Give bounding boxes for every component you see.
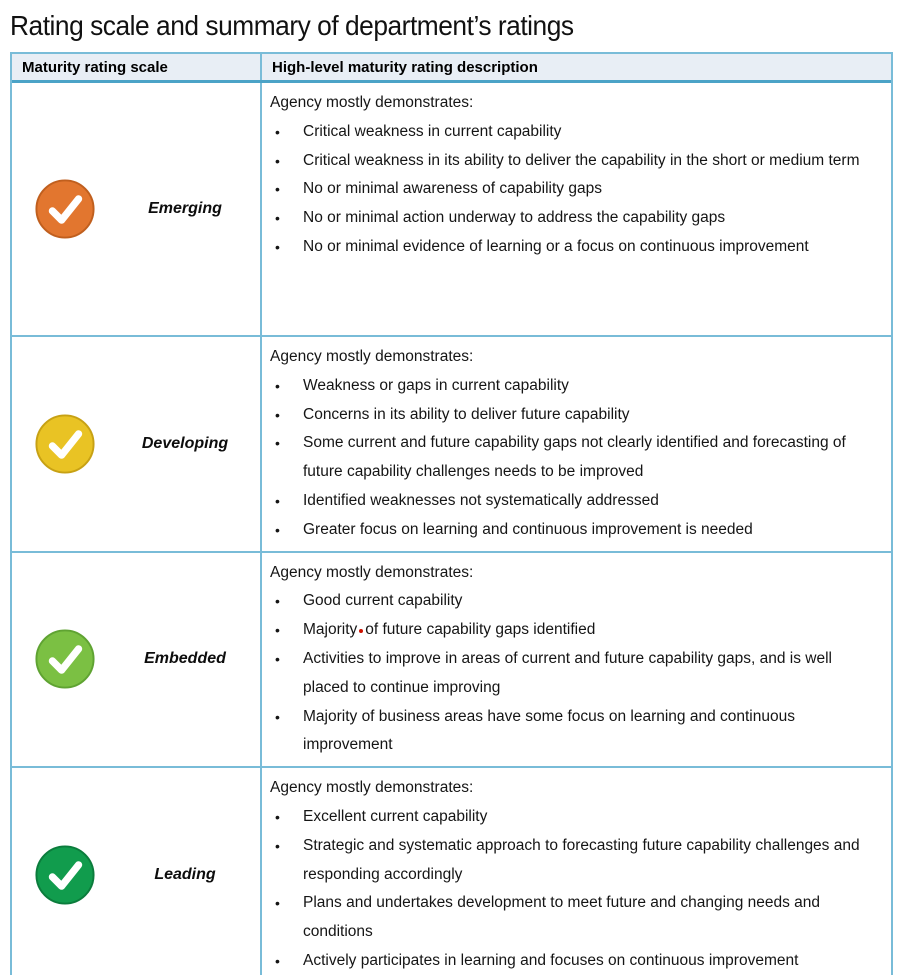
bullet-item: • Excellent current capability (270, 803, 881, 832)
description-intro: Agency mostly demonstrates: (270, 563, 474, 581)
description-cell (262, 553, 891, 767)
bullet-glyph: • (275, 593, 280, 610)
check-circle-icon (34, 844, 96, 906)
table-row (12, 83, 891, 337)
table-row (12, 768, 891, 975)
bullet-glyph: • (275, 238, 280, 255)
bullet-glyph: • (275, 952, 280, 969)
rating-cell (12, 553, 262, 767)
bullet-item: • No or minimal evidence of learning or a focus on continuous improvement (270, 233, 881, 262)
bullet-glyph: • (275, 895, 280, 912)
rating-cell (12, 768, 262, 975)
bullet-glyph: • (275, 492, 280, 509)
bullet-item: • Critical weakness in its ability to deliver the capability in the short or medium term (270, 147, 881, 176)
rating-label: Developing (141, 434, 229, 452)
bullet-item: • Identified weaknesses not systematically addressed (270, 487, 881, 516)
bullet-glyph: • (275, 708, 280, 725)
bullet-item: • Majority of future capability gaps identified (270, 616, 881, 645)
bullet-list (270, 803, 881, 975)
maturity-rating-table (10, 52, 893, 975)
bullet-item: • Some current and future capability gaps not clearly identified and forecasting of future capability challenges needs to be improved (270, 429, 881, 487)
bullet-glyph: • (275, 406, 280, 423)
bullet-glyph: • (275, 377, 280, 394)
check-circle-icon (34, 178, 96, 240)
rating-label: Emerging (148, 200, 222, 217)
red-annotation-dot (359, 629, 363, 633)
bullet-glyph: • (275, 435, 280, 452)
bullet-list (270, 372, 881, 545)
table-row (12, 337, 891, 553)
check-circle-icon (34, 628, 96, 690)
bullet-item: • Majority of business areas have some focus on learning and continuous improvement (270, 703, 881, 761)
rating-label: Leading (154, 865, 216, 883)
description-cell (262, 768, 891, 975)
rating-cell (12, 337, 262, 551)
page-title: Rating scale and summary of department’s ratings (10, 10, 574, 41)
bullet-glyph: • (275, 622, 280, 639)
table-header-row (12, 54, 891, 83)
bullet-item: • Activities to improve in areas of current and future capability gaps, and is well placed to continue improving (270, 645, 881, 703)
bullet-item: • Strategic and systematic approach to forecasting future capability challenges and responding accordingly (270, 832, 881, 890)
check-circle-icon (34, 413, 96, 475)
bullet-item: • Critical weakness in current capability (270, 118, 881, 147)
bullet-glyph: • (275, 152, 280, 169)
bullet-item: • Concerns in its ability to deliver future capability (270, 401, 881, 430)
bullet-glyph: • (275, 837, 280, 854)
rating-label: Embedded (144, 650, 226, 668)
table-row (12, 553, 891, 769)
bullet-item: • Good current capability (270, 587, 881, 616)
bullet-glyph: • (275, 123, 280, 140)
bullet-list (270, 587, 881, 760)
bullet-glyph: • (275, 521, 280, 538)
bullet-item: • Greater focus on learning and continuous improvement is needed (270, 516, 881, 545)
table-body (12, 83, 891, 975)
bullet-glyph: • (275, 650, 280, 667)
description-cell (262, 83, 891, 335)
bullet-item: • Plans and undertakes development to meet future and changing needs and conditions (270, 889, 881, 947)
bullet-item: • No or minimal awareness of capability gaps (270, 175, 881, 204)
bullet-item: • Actively participates in learning and focuses on continuous improvement (270, 947, 881, 975)
description-intro: Agency mostly demonstrates: (270, 348, 474, 365)
bullet-list (270, 118, 881, 262)
description-intro: Agency mostly demonstrates: (270, 94, 474, 111)
bullet-item: • No or minimal action underway to address the capability gaps (270, 204, 881, 233)
column-header-description: High-level maturity rating description (272, 59, 538, 76)
bullet-glyph: • (275, 181, 280, 198)
bullet-glyph: • (275, 210, 280, 227)
column-header-maturity-rating-scale: Maturity rating scale (12, 54, 262, 80)
bullet-item: • Weakness or gaps in current capability (270, 372, 881, 401)
rating-cell (12, 83, 262, 335)
description-intro: Agency mostly demonstrates: (270, 779, 474, 797)
description-cell (262, 337, 891, 551)
bullet-glyph: • (275, 808, 280, 825)
